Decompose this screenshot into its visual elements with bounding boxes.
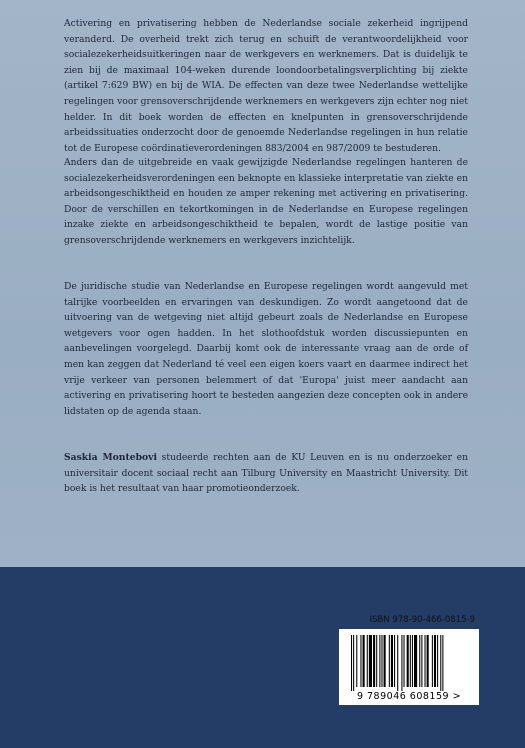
author-bio-text: studeerde rechten aan de KU Leuven en is nu onderzoeker en universitair docent sociaal recht aan Tilburg University en Maastricht University. Dit boek is het resultaat van haar promotieonderzoek. [64,452,469,495]
barcode-bar [391,635,393,687]
barcode-bar [442,635,443,691]
barcode-bar [389,635,390,687]
barcode-bar [410,635,411,687]
barcode-bar [412,635,413,687]
barcode-bar [404,635,405,687]
barcode-bar [419,635,420,687]
barcode-bar [351,635,352,691]
barcode-bar [427,635,429,687]
barcode-bar [407,635,409,687]
barcode-bar [401,635,402,691]
barcode-digits: 9 789046 608159 > [356,691,462,702]
barcode-bar [394,635,395,687]
barcode-bar [363,635,365,687]
barcode-bar [432,635,433,687]
barcode-bar [425,635,426,687]
barcode-bar [376,635,377,687]
isbn-label: ISBN 978-90-466-0815-9 [369,615,475,625]
barcode-bar [384,635,386,687]
barcode [339,629,479,705]
blurb-paragraph-2: Anders dan de uitgebreide en vaak gewijzigde Nederlandse regelingen hanteren de socialezekerheidsverordeningen een beknopte en klassieke interpretatie van ziekte en arbeidsongeschiktheid en houden ze amper rekening met activering en privatisering. Door de verschillen en tekortkomingen in de Nederlandse en Europese regelingen inzake ziekte en arbeidsongeschiktheid te bepalen, wordt de lastige positie van grensoverschrijdende werknemers en werkgevers inzichtelijk. [64,157,468,246]
barcode-bar [367,635,368,687]
author-bio [64,450,468,497]
barcode-bar [437,635,438,687]
blurb-paragraph-1: Activering en privatisering hebben de Nederlandse sociale zekerheid ingrijpend veranderd. De overheid trekt zich terug en schuift de verantwoordelijkheid voor socialezekerheidsuitkeringen naar de werkgevers en werknemers. Dat is duidelijk te zien bij de maximaal 104-weken durende loondoorbetalingsverplichting bij ziekte (artikel 7:629 BW) en bij de WIA. De effecten van deze twee Nederlandse wettelijke regelingen voor grensoverschrijdende werknemers en werkgevers zijn echter nog niet helder. In dit boek worden de effecten en knelpunten in grensoverschrijdende arbeidssituaties onderzocht door de genoemde Nederlandse regelingen in hun relatie tot de Europese coördinatieverordeningen 883/2004 en 987/2009 te bestuderen. [64,18,468,154]
barcode-bar [369,635,372,687]
barcode-bar [373,635,375,687]
blurb-paragraph-3: De juridische studie van Nederlandse en Europese regelingen wordt aangevuld met talrijke voorbeelden en ervaringen van deskundigen. Zo wordt aangetoond dat de uitvoering van de wetgeving niet altijd gebeurt zoals de Nederlandse en Europese wetgevers voor ogen hadden. In het slothoofdstuk worden discussiepunten en aanbevelingen voorgelegd. Daarbij komt ook de interessante vraag aan de orde of men kan zeggen dat Nederland té veel een eigen koers vaart en daarmee indirect het vrije verkeer van personen belemmert of dat 'Europa' juist meer aandacht aan activering en privatisering hoort te besteden aangezien deze concepten ook in andere lidstaten op de agenda staan. [64,281,468,417]
barcode-bars [339,629,479,691]
barcode-bar [414,635,417,687]
barcode-bar [360,635,361,687]
author-name: Saskia Montebovi [64,452,157,463]
barcode-bar [421,635,422,687]
barcode-bar [397,635,398,691]
barcode-bar [440,635,441,691]
barcode-bar [353,635,354,691]
barcode-bar [381,635,382,687]
barcode-bar [434,635,436,687]
barcode-bar [356,635,357,687]
barcode-bar [379,635,380,687]
